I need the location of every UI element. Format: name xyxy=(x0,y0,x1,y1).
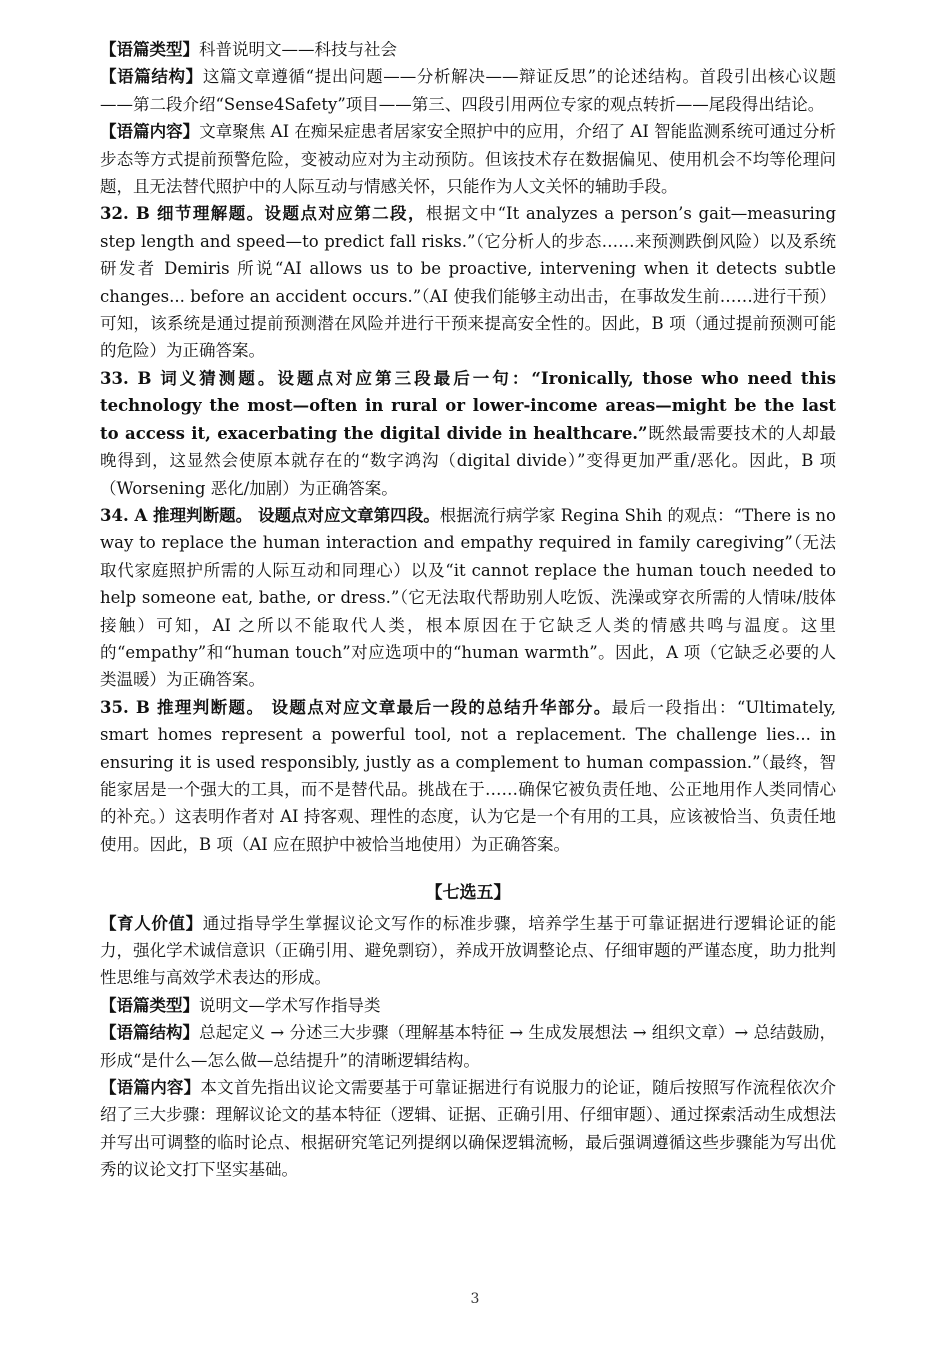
quoted-sentence: “Ironically, those who need this technology the most—often in rural or lower-income areas—might be the last to access it, exacerbating the digital divide in healthcare.” xyxy=(100,368,837,443)
section-label: 【语篇内容】 xyxy=(100,122,200,142)
question-heading: 34. A 推理判断题。 设题点对应文章第四段。 xyxy=(100,505,440,525)
question-heading: 35. B 推理判断题。 设题点对应文章最后一段的总结升华部分。 xyxy=(100,697,612,717)
answer-text: 根据文中“It analyzes a person’s gait—measuring step length and speed—to predict fall risks.”（它分析人的步态……来预测跌倒风险）以及系统研发者 Demiris 所说“AI allows us to be proactive, intervening when it detects subtle changes... before an accident occurs.”（AI 使我们能够主动出击，在事故发生前……进行干预）可知，该系统是通过提前预测潜在风险并进行干预来提高安全性的。因此，B 项（通过提前预测可能的危险）为正确答案。 xyxy=(100,204,837,361)
page-number: 3 xyxy=(470,1291,480,1307)
answer-text: 根据流行病学家 Regina Shih 的观点：“There is no way to replace the human interaction and empathy required in family caregiving”（无法取代家庭照护所需的人际互动和同理心）以及“it cannot replace the human touch needed to help someone eat, bathe, or dress.”（它无法取代帮助别人吃饭、洗澡或穿衣所需的人情味/肢体接触）可知，AI 之所以不能取代人类，根本原因在于它缺乏人类的情感共鸣与温度。这里的“empathy”和“human touch”对应选项中的“human warmth”。因此，A 项（它缺乏必要的人类温暖）为正确答案。 xyxy=(100,505,836,690)
section-label: 【语篇类型】 xyxy=(100,40,199,59)
text-structure-paragraph xyxy=(100,63,836,118)
answer-34 xyxy=(100,502,836,694)
section-label: 【语篇类型】 xyxy=(100,995,199,1015)
paragraph-text: 科普说明文——科技与社会 xyxy=(199,40,397,59)
text-structure-paragraph-2 xyxy=(100,1019,836,1074)
answer-35 xyxy=(100,694,836,858)
section-title: 【七选五】 xyxy=(425,883,511,904)
paragraph-text: 说明文—学术写作指导类 xyxy=(199,995,381,1015)
paragraph-text: 这篇文章遵循“提出问题——分析解决——辩证反思”的论述结构。首段引出核心议题——第二段介绍“Sense4Safety”项目——第三、四段引用两位专家的观点转折——尾段得出结论。 xyxy=(100,67,837,114)
text-type-paragraph xyxy=(100,36,836,63)
paragraph-text: 通过指导学生掌握议论文写作的标准步骤，培养学生基于可靠证据进行逻辑论证的能力，强化学术诚信意识（正确引用、避免剽窃），养成开放调整论点、仔细审题的严谨态度，助力批判性思维与高效学术表达的形成。 xyxy=(100,913,837,988)
answer-text: 最后一段指出：“Ultimately, smart homes represent a powerful tool, not a replacement. The challenge lies... in ensuring it is used responsibly, justly as a complement to human compassion.”（最终，智能家居是一个强大的工具，而不是替代品。挑战在于……确保它被负责任地、公正地用作人类同情心的补充。）这表明作者对 AI 持客观、理性的态度，认为它是一个有用的工具，应该被恰当、负责任地使用。因此，B 项（AI 应在照护中被恰当地使用）为正确答案。 xyxy=(100,697,836,854)
section-label: 【语篇结构】 xyxy=(100,67,203,87)
section-label: 【育人价值】 xyxy=(100,913,203,933)
question-heading: 33. B 词义猜测题。设题点对应第三段最后一句： xyxy=(100,368,532,388)
paragraph-text: 文章聚焦 AI 在痴呆症患者居家安全照护中的应用，介绍了 AI 智能监测系统可通过分析步态等方式提前预警危险，变被动应对为主动预防。但该技术存在数据偏见、使用机会不均等伦理问题，且无法替代照护中的人际互动与情感关怀，只能作为人文关怀的辅助手段。 xyxy=(100,122,836,197)
text-content-paragraph xyxy=(100,118,836,200)
section-label: 【语篇内容】 xyxy=(100,1078,201,1098)
section-label: 【语篇结构】 xyxy=(100,1023,200,1043)
text-type-paragraph-2 xyxy=(100,992,836,1019)
paragraph-text: 总起定义 → 分述三大步骤（理解基本特征 → 生成发展想法 → 组织文章）→ 总结鼓励，形成“是什么—怎么做—总结提升”的清晰逻辑结构。 xyxy=(100,1023,837,1070)
question-heading: 32. B 细节理解题。设题点对应第二段， xyxy=(100,204,426,224)
answer-32 xyxy=(100,200,836,364)
paragraph-text: 本文首先指出议论文需要基于可靠证据进行有说服力的论证，随后按照写作流程依次介绍了三大步骤：理解议论文的基本特征（逻辑、证据、正确引用、仔细审题）、通过探索活动生成想法并写出可调整的临时论点、根据研究笔记列提纲以确保逻辑流畅，最后强调遵循这些步骤能为写出优秀的议论文打下坚实基础。 xyxy=(100,1078,837,1180)
text-content-paragraph-2 xyxy=(100,1074,836,1184)
answer-text: 既然最需要技术的人却最晚得到，这显然会使原本就存在的“数字鸿沟（digital divide）”变得更加严重/恶化。因此，B 项（Worsening 恶化/加剧）为正确答案。 xyxy=(100,423,836,498)
answer-33 xyxy=(100,365,836,502)
document-page xyxy=(100,36,836,1184)
educational-value-paragraph xyxy=(100,910,836,992)
